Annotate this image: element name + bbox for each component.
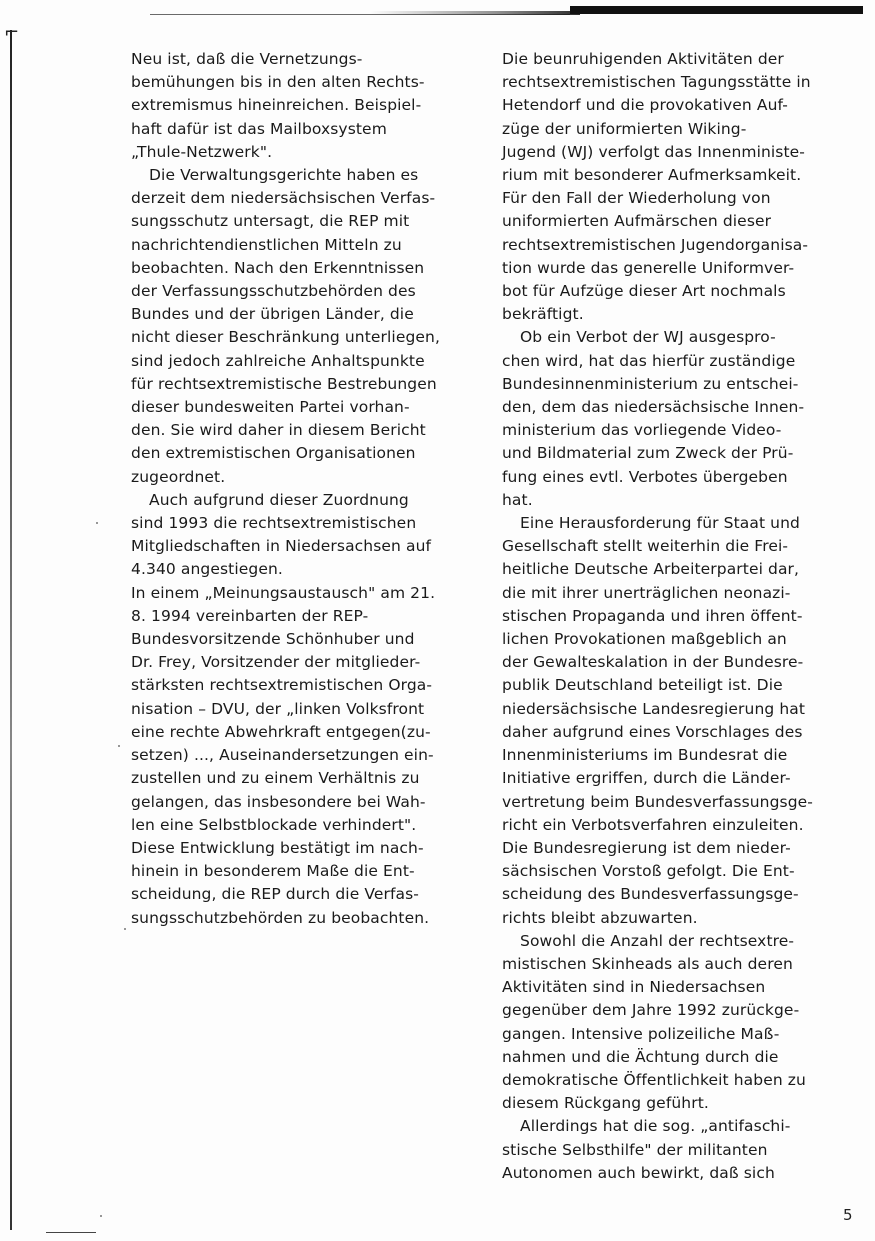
text-line: zustellen und zu einem Verhältnis zu — [131, 769, 420, 788]
scan-speck — [96, 522, 98, 524]
text-line: gelangen, das insbesondere bei Wah- — [131, 792, 426, 811]
text-line: Allerdings hat die sog. „antifaschi- — [520, 1117, 791, 1136]
text-line: Neu ist, daß die Vernetzungs- — [131, 50, 363, 68]
text-line: Bundesinnenministerium zu entschei- — [502, 374, 799, 393]
text-line: züge der uniformierten Wiking- — [502, 119, 747, 138]
text-line: Initiative ergriffen, durch die Länder- — [502, 769, 791, 788]
text-line: der Gewalteskalation in der Bundesre- — [502, 653, 804, 672]
text-line: ministerium das vorliegende Video- — [502, 421, 782, 440]
left-text-column — [131, 48, 476, 930]
text-line: richts bleibt abzuwarten. — [502, 908, 698, 927]
text-line: sungsschutz untersagt, die REP mit — [131, 212, 410, 231]
scan-speck — [118, 745, 120, 747]
text-line: scheidung, die REP durch die Verfas- — [131, 885, 419, 904]
text-line: publik Deutschland beteiligt ist. Die — [502, 676, 783, 695]
text-line: 8. 1994 vereinbarten der REP- — [131, 606, 369, 625]
text-line: vertretung beim Bundesverfassungsge- — [502, 792, 813, 811]
text-line: rechtsextremistischen Jugendorganisa- — [502, 235, 809, 254]
text-line: der Verfassungsschutzbehörden des — [131, 282, 416, 301]
text-line: bemühungen bis in den alten Rechts- — [131, 73, 425, 92]
text-line: nahmen und die Ächtung durch die — [502, 1047, 779, 1066]
scan-corner-mark: ⌐ — [4, 22, 20, 43]
text-line: dieser bundesweiten Partei vorhan- — [131, 398, 410, 417]
text-line: stische Selbsthilfe" der militanten — [502, 1140, 768, 1159]
scan-speck — [124, 928, 126, 930]
scan-left-edge — [10, 30, 12, 1230]
text-line: Gesellschaft stellt weiterhin die Frei- — [502, 537, 789, 556]
scan-speck — [100, 1215, 102, 1217]
text-line: bekräftigt. — [502, 305, 584, 324]
text-line: eine rechte Abwehrkraft entgegen(zu- — [131, 722, 431, 741]
text-line: den, dem das niedersächsische Innen- — [502, 398, 805, 417]
text-line: Auch aufgrund dieser Zuordnung — [149, 490, 409, 509]
text-line: Innenministeriums im Bundesrat die — [502, 746, 788, 765]
text-line: Für den Fall der Wiederholung von — [502, 189, 771, 208]
text-line: extremismus hineinreichen. Beispiel- — [131, 96, 422, 115]
text-line: Hetendorf und die provokativen Auf- — [502, 96, 788, 115]
text-line: richt ein Verbotsverfahren einzuleiten. — [502, 815, 804, 834]
text-line: heitliche Deutsche Arbeiterpartei dar, — [502, 560, 800, 579]
text-line: lichen Provokationen maßgeblich an — [502, 630, 787, 649]
text-line: Mitgliedschaften in Niedersachsen auf — [131, 537, 432, 556]
text-line: sind jedoch zahlreiche Anhaltspunkte — [131, 351, 425, 370]
text-line: für rechtsextremistische Bestrebungen — [131, 374, 437, 393]
text-line: Die beunruhigenden Aktivitäten der — [502, 50, 784, 68]
text-line: scheidung des Bundesverfassungsge- — [502, 885, 799, 904]
header-rule-fade — [370, 11, 580, 15]
text-line: Die Verwaltungsgerichte haben es — [149, 166, 419, 185]
text-line: sind 1993 die rechtsextremistischen — [131, 514, 417, 533]
text-line: die mit ihrer unerträglichen neonazi- — [502, 583, 791, 602]
header-rule-thick — [570, 6, 863, 14]
text-line: fung eines evtl. Verbotes übergeben — [502, 467, 788, 486]
text-line: „Thule-Netzwerk". — [131, 142, 273, 161]
text-line: Bundesvorsitzende Schönhuber und — [131, 630, 415, 649]
text-line: Aktivitäten sind in Niedersachsen — [502, 978, 766, 997]
text-line: rechtsextremistischen Tagungsstätte in — [502, 73, 811, 92]
scan-bottom-mark — [46, 1232, 96, 1233]
text-line: tion wurde das generelle Uniformver- — [502, 258, 795, 277]
text-line: demokratische Öffentlichkeit haben zu — [502, 1070, 806, 1089]
text-line: setzen) ..., Auseinandersetzungen ein- — [131, 746, 434, 765]
text-line: rium mit besonderer Aufmerksamkeit. — [502, 166, 802, 185]
text-line: nachrichtendienstlichen Mitteln zu — [131, 235, 402, 254]
text-line: Autonomen auch bewirkt, daß sich — [502, 1163, 775, 1182]
text-line: Die Bundesregierung ist dem nieder- — [502, 838, 791, 857]
text-line: gangen. Intensive polizeiliche Maß- — [502, 1024, 780, 1043]
text-line: chen wird, hat das hierfür zuständige — [502, 351, 796, 370]
text-line: hat. — [502, 490, 533, 509]
text-line: Diese Entwicklung bestätigt im nach- — [131, 838, 424, 857]
text-line: gegenüber dem Jahre 1992 zurückge- — [502, 1001, 800, 1020]
text-line: sächsischen Vorstoß gefolgt. Die Ent- — [502, 862, 795, 881]
text-line: Dr. Frey, Vorsitzender der mitglieder- — [131, 653, 421, 672]
text-line: den extremistischen Organisationen — [131, 444, 416, 463]
text-line: Eine Herausforderung für Staat und — [520, 514, 800, 533]
text-line: nisation – DVU, der „linken Volksfront — [131, 699, 425, 718]
text-line: daher aufgrund eines Vorschlages des — [502, 722, 803, 741]
text-line: nicht dieser Beschränkung unterliegen, — [131, 328, 440, 347]
right-text-column — [502, 48, 852, 1185]
text-line: niedersächsische Landesregierung hat — [502, 699, 806, 718]
text-line: und Bildmaterial zum Zweck der Prü- — [502, 444, 794, 463]
text-line: haft dafür ist das Mailboxsystem — [131, 119, 387, 138]
text-line: stischen Propaganda und ihren öffent- — [502, 606, 803, 625]
text-line: uniformierten Aufmärschen dieser — [502, 212, 772, 231]
text-line: zugeordnet. — [131, 467, 226, 486]
text-line: sungsschutzbehörden zu beobachten. — [131, 908, 430, 927]
text-line: diesem Rückgang geführt. — [502, 1094, 709, 1113]
text-line: derzeit dem niedersächsischen Verfas- — [131, 189, 436, 208]
text-line: len eine Selbstblockade verhindert". — [131, 815, 417, 834]
text-line: mistischen Skinheads als auch deren — [502, 954, 793, 973]
page-number: 5 — [843, 1206, 853, 1224]
text-line: 4.340 angestiegen. — [131, 560, 283, 579]
text-line: Sowohl die Anzahl der rechtsextre- — [520, 931, 795, 950]
text-line: bot für Aufzüge dieser Art nochmals — [502, 282, 786, 301]
text-line: hinein in besonderem Maße die Ent- — [131, 862, 415, 881]
text-line: stärksten rechtsextremistischen Orga- — [131, 676, 433, 695]
text-line: Jugend (WJ) verfolgt das Innenministe- — [502, 142, 805, 161]
text-line: den. Sie wird daher in diesem Bericht — [131, 421, 426, 440]
text-line: Ob ein Verbot der WJ ausgespro- — [520, 328, 776, 347]
text-line: beobachten. Nach den Erkenntnissen — [131, 258, 425, 277]
text-line: Bundes und der übrigen Länder, die — [131, 305, 414, 324]
text-line: In einem „Meinungsaustausch" am 21. — [131, 583, 436, 602]
